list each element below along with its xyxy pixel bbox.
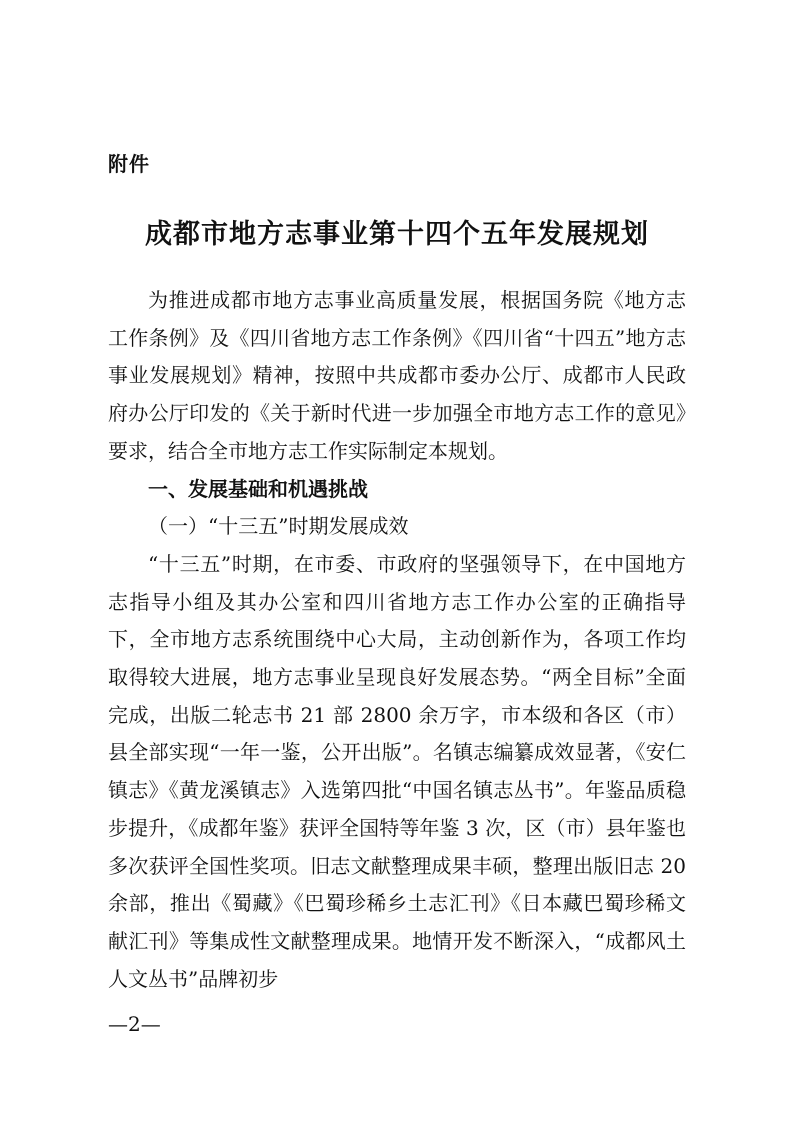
- section-heading: 一、发展基础和机遇挑战: [148, 476, 368, 501]
- page-number: —2—: [108, 1012, 161, 1036]
- document-title: 成都市地方志事业第十四个五年发展规划: [145, 219, 649, 250]
- body-paragraph: “十三五”时期，在市委、市政府的坚强领导下，在中国地方志指导小组及其办公室和四川省地方志工作办公室的正确指导下，全市地方志系统围绕中心大局，主动创新作为，各项工作均取得较大进展，地方志事业呈现良好发展态势。“两全目标”全面完成，出版二轮志书 21 部 2800 余万字，市本级和各区（市）县全部实现“一年一鉴，公开出版”。名镇志编纂成效显著，《安仁镇志》《黄龙溪镇志》入选第四批“中国名镇志丛书”。年鉴品质稳步提升，《成都年鉴》获评全国特等年鉴 3 次，区（市）县年鉴也多次获评全国性奖项。旧志文献整理成果丰硕，整理出版旧志 20 余部，推出《蜀藏》《巴蜀珍稀乡土志汇刊》《日本藏巴蜀珍稀文献汇刊》等集成性文献整理成果。地情开发不断深入，“成都风土人文丛书”品牌初步: [108, 551, 686, 991]
- attachment-label: 附件: [108, 152, 150, 176]
- document-body: [108, 282, 686, 998]
- intro-paragraph: 为推进成都市地方志事业高质量发展，根据国务院《地方志工作条例》及《四川省地方志工作条例》《四川省“十四五”地方志事业发展规划》精神，按照中共成都市委办公厅、成都市人民政府办公厅印发的《关于新时代进一步加强全市地方志工作的意见》要求，结合全市地方志工作实际制定本规划。: [108, 288, 686, 463]
- subsection-heading: （一）“十三五”时期发展成效: [148, 514, 409, 539]
